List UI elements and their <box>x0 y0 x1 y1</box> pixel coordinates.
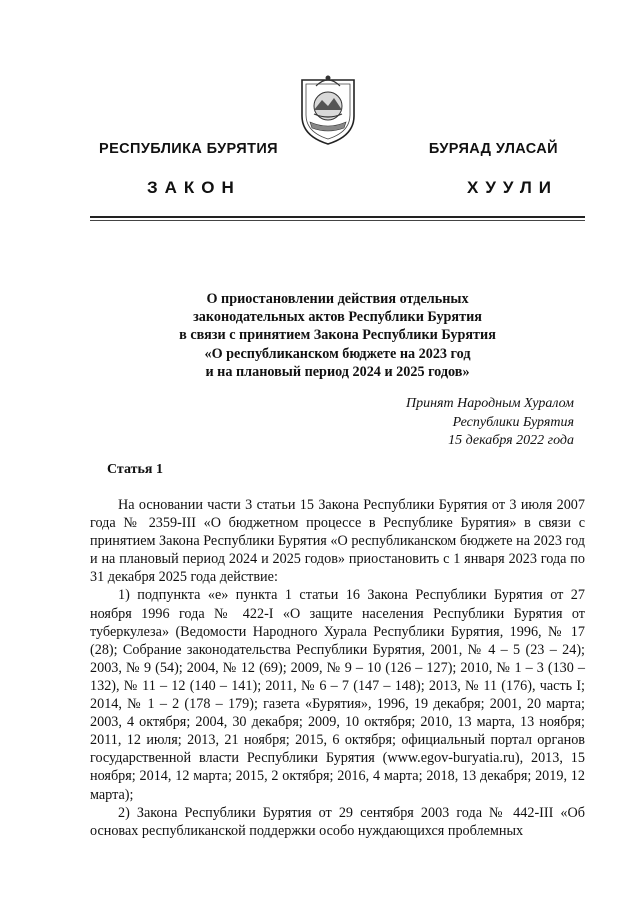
article-paragraph: 2) Закона Республики Бурятия от 29 сентября 2003 года № 442-III «Об основах республиканской поддержки особо нуждающихся проблемных <box>90 804 585 839</box>
law-title-line: и на плановый период 2024 и 2025 годов» <box>205 363 470 380</box>
article-heading: Статья 1 <box>107 462 163 477</box>
law-title-line: законодательных актов Республики Бурятия <box>193 309 482 326</box>
law-label-buryat: ХУУЛИ <box>467 178 558 197</box>
law-title-line: в связи с принятием Закона Республики Бурятия <box>179 327 496 344</box>
adoption-note-line: Принят Народным Хуралом <box>405 396 574 411</box>
law-title-line: О приостановлении действия отдельных <box>206 291 469 307</box>
law-title <box>90 290 585 381</box>
header-divider-thick <box>90 216 585 218</box>
article-paragraph: 1) подпункта «е» пункта 1 статьи 16 Закона Республики Бурятия от 27 ноября 1996 года № 422-I «О защите населения Республики Бурятия от туберкулеза» (Ведомости Народного Хурала Республики Бурятия, 1996, № 17 (28); Собрание законодательства Республики Бурятия, 2001, № 4 – 5 (23 – 24); 2003, № 9 (54); 2004, № 12 (69); 2009, № 9 – 10 (126 – 127); 2010, № 1 – 3 (130 – 132), № 11 – 12 (140 – 141); 2011, № 6 – 7 (147 – 148); 2013, № 11 (176), часть I; 2014, № 1 – 2 (178 – 179); газета «Бурятия», 1996, 19 декабря; 2001, 20 марта; 2003, 4 октября; 2004, 30 декабря; 2009, 10 октября; 2010, 13 марта, 13 ноября; 2011, 12 июля; 2013, 21 ноября; 2015, 6 октября; официальный портал органов государственной власти Республики Бурятия (www.egov-buryatia.ru), 2013, 15 ноября; 2014, 12 марта; 2015, 2 октября; 2016, 4 марта; 2018, 13 декабря; 2019, 12 марта); <box>90 587 585 803</box>
republic-name-buryat: БУРЯАД УЛАСАЙ <box>428 141 558 157</box>
coat-of-arms-icon <box>296 70 360 146</box>
republic-name-russian: РЕСПУБЛИКА БУРЯТИЯ <box>99 141 278 157</box>
adoption-note-line: 15 декабря 2022 года <box>448 433 574 448</box>
header-divider-thin <box>90 220 585 221</box>
article-body <box>90 496 585 840</box>
law-label-russian: ЗАКОН <box>147 178 241 197</box>
adoption-note-line: Республики Бурятия <box>452 414 574 430</box>
adoption-note <box>406 395 574 451</box>
article-paragraph: На основании части 3 статьи 15 Закона Республики Бурятия от 3 июля 2007 года № 2359-III «О бюджетном процессе в Республике Бурятия» в связи с принятием Закона Республики Бурятия «О республиканском бюджете на 2023 год и на плановый период 2024 и 2025 годов» приостановить с 1 января 2023 года по 31 декабря 2025 года действие: <box>90 497 585 586</box>
law-title-line: «О республиканском бюджете на 2023 год <box>204 345 471 362</box>
